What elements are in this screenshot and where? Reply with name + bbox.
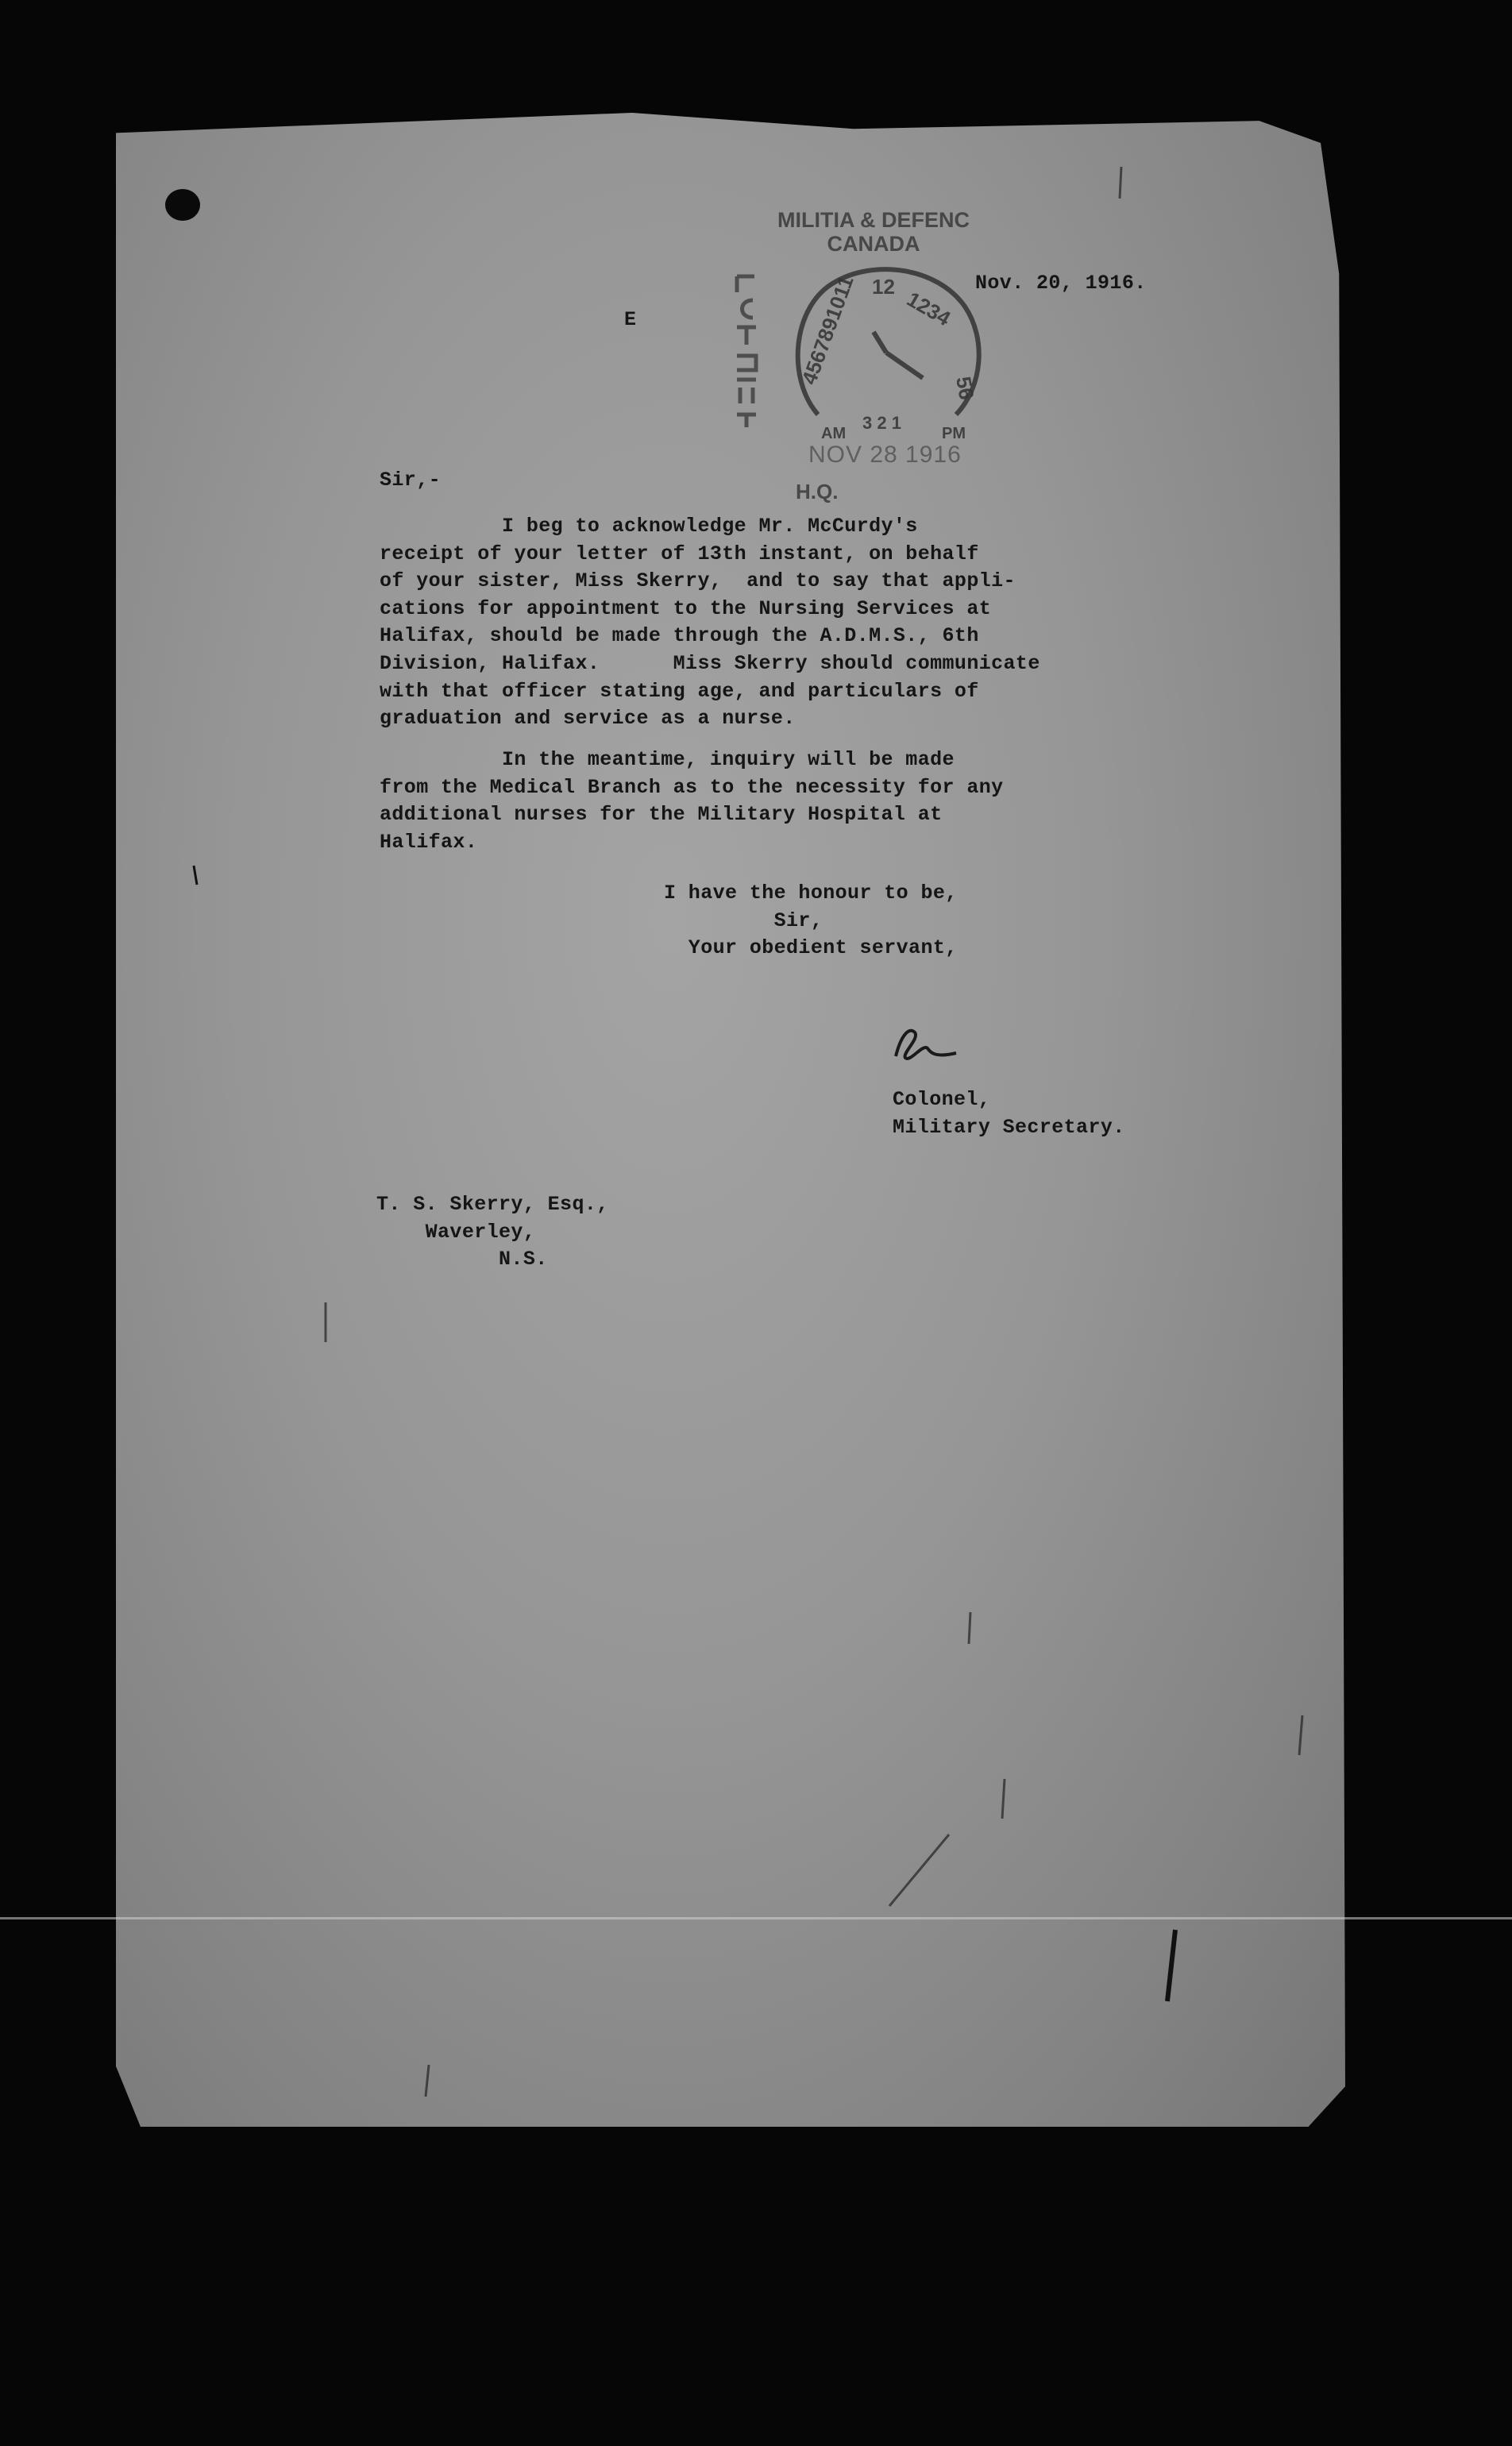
file-mark: E (624, 308, 637, 331)
svg-text:3 2 1: 3 2 1 (862, 413, 901, 433)
svg-text:1234: 1234 (903, 287, 955, 331)
received-stamp-date: NOV 28 1916 (808, 442, 962, 468)
body-paragraph-1: I beg to acknowledge Mr. McCurdy's receipt of your letter of 13th instant, on behalf of your sister, Miss Skerry, and to say that appli- cations for appointment to the Nursing Services at Halifax, should be made through the A.D.M.S., 6th Division, Halifax. Miss Skerry should communicate with that officer stating age, and particulars of graduation and service as a nurse. (380, 515, 1040, 731)
svg-text:56: 56 (951, 374, 979, 402)
svg-text:AM: AM (821, 425, 847, 442)
received-stamp-clock (786, 259, 1001, 446)
received-stamp-title: MILITIA & DEFENC CANADA (777, 208, 970, 256)
received-stamp-hq: H.Q. (796, 480, 839, 503)
closing: I have the honour to be, Sir, Your obedient servant, (664, 882, 958, 960)
addressee: T. S. Skerry, Esq., Waverley, N.S. (376, 1193, 609, 1271)
svg-text:12: 12 (872, 275, 895, 299)
scan-artifact-line (0, 1917, 1512, 1919)
punch-hole (165, 189, 200, 221)
signature-title: Colonel, Military Secretary. (893, 1088, 1125, 1139)
svg-text:4567891011: 4567891011 (796, 272, 858, 388)
svg-text:PM: PM (942, 425, 966, 442)
body-paragraph-2: In the meantime, inquiry will be made from the Medical Branch as to the necessity for any additional nurses for the Military Hospital at Halifax. (380, 748, 1004, 854)
received-stamp-side-marks (729, 268, 764, 430)
salutation: Sir,- (380, 469, 442, 492)
signature (888, 1021, 964, 1066)
letter-date: Nov. 20, 1916. (975, 272, 1147, 295)
